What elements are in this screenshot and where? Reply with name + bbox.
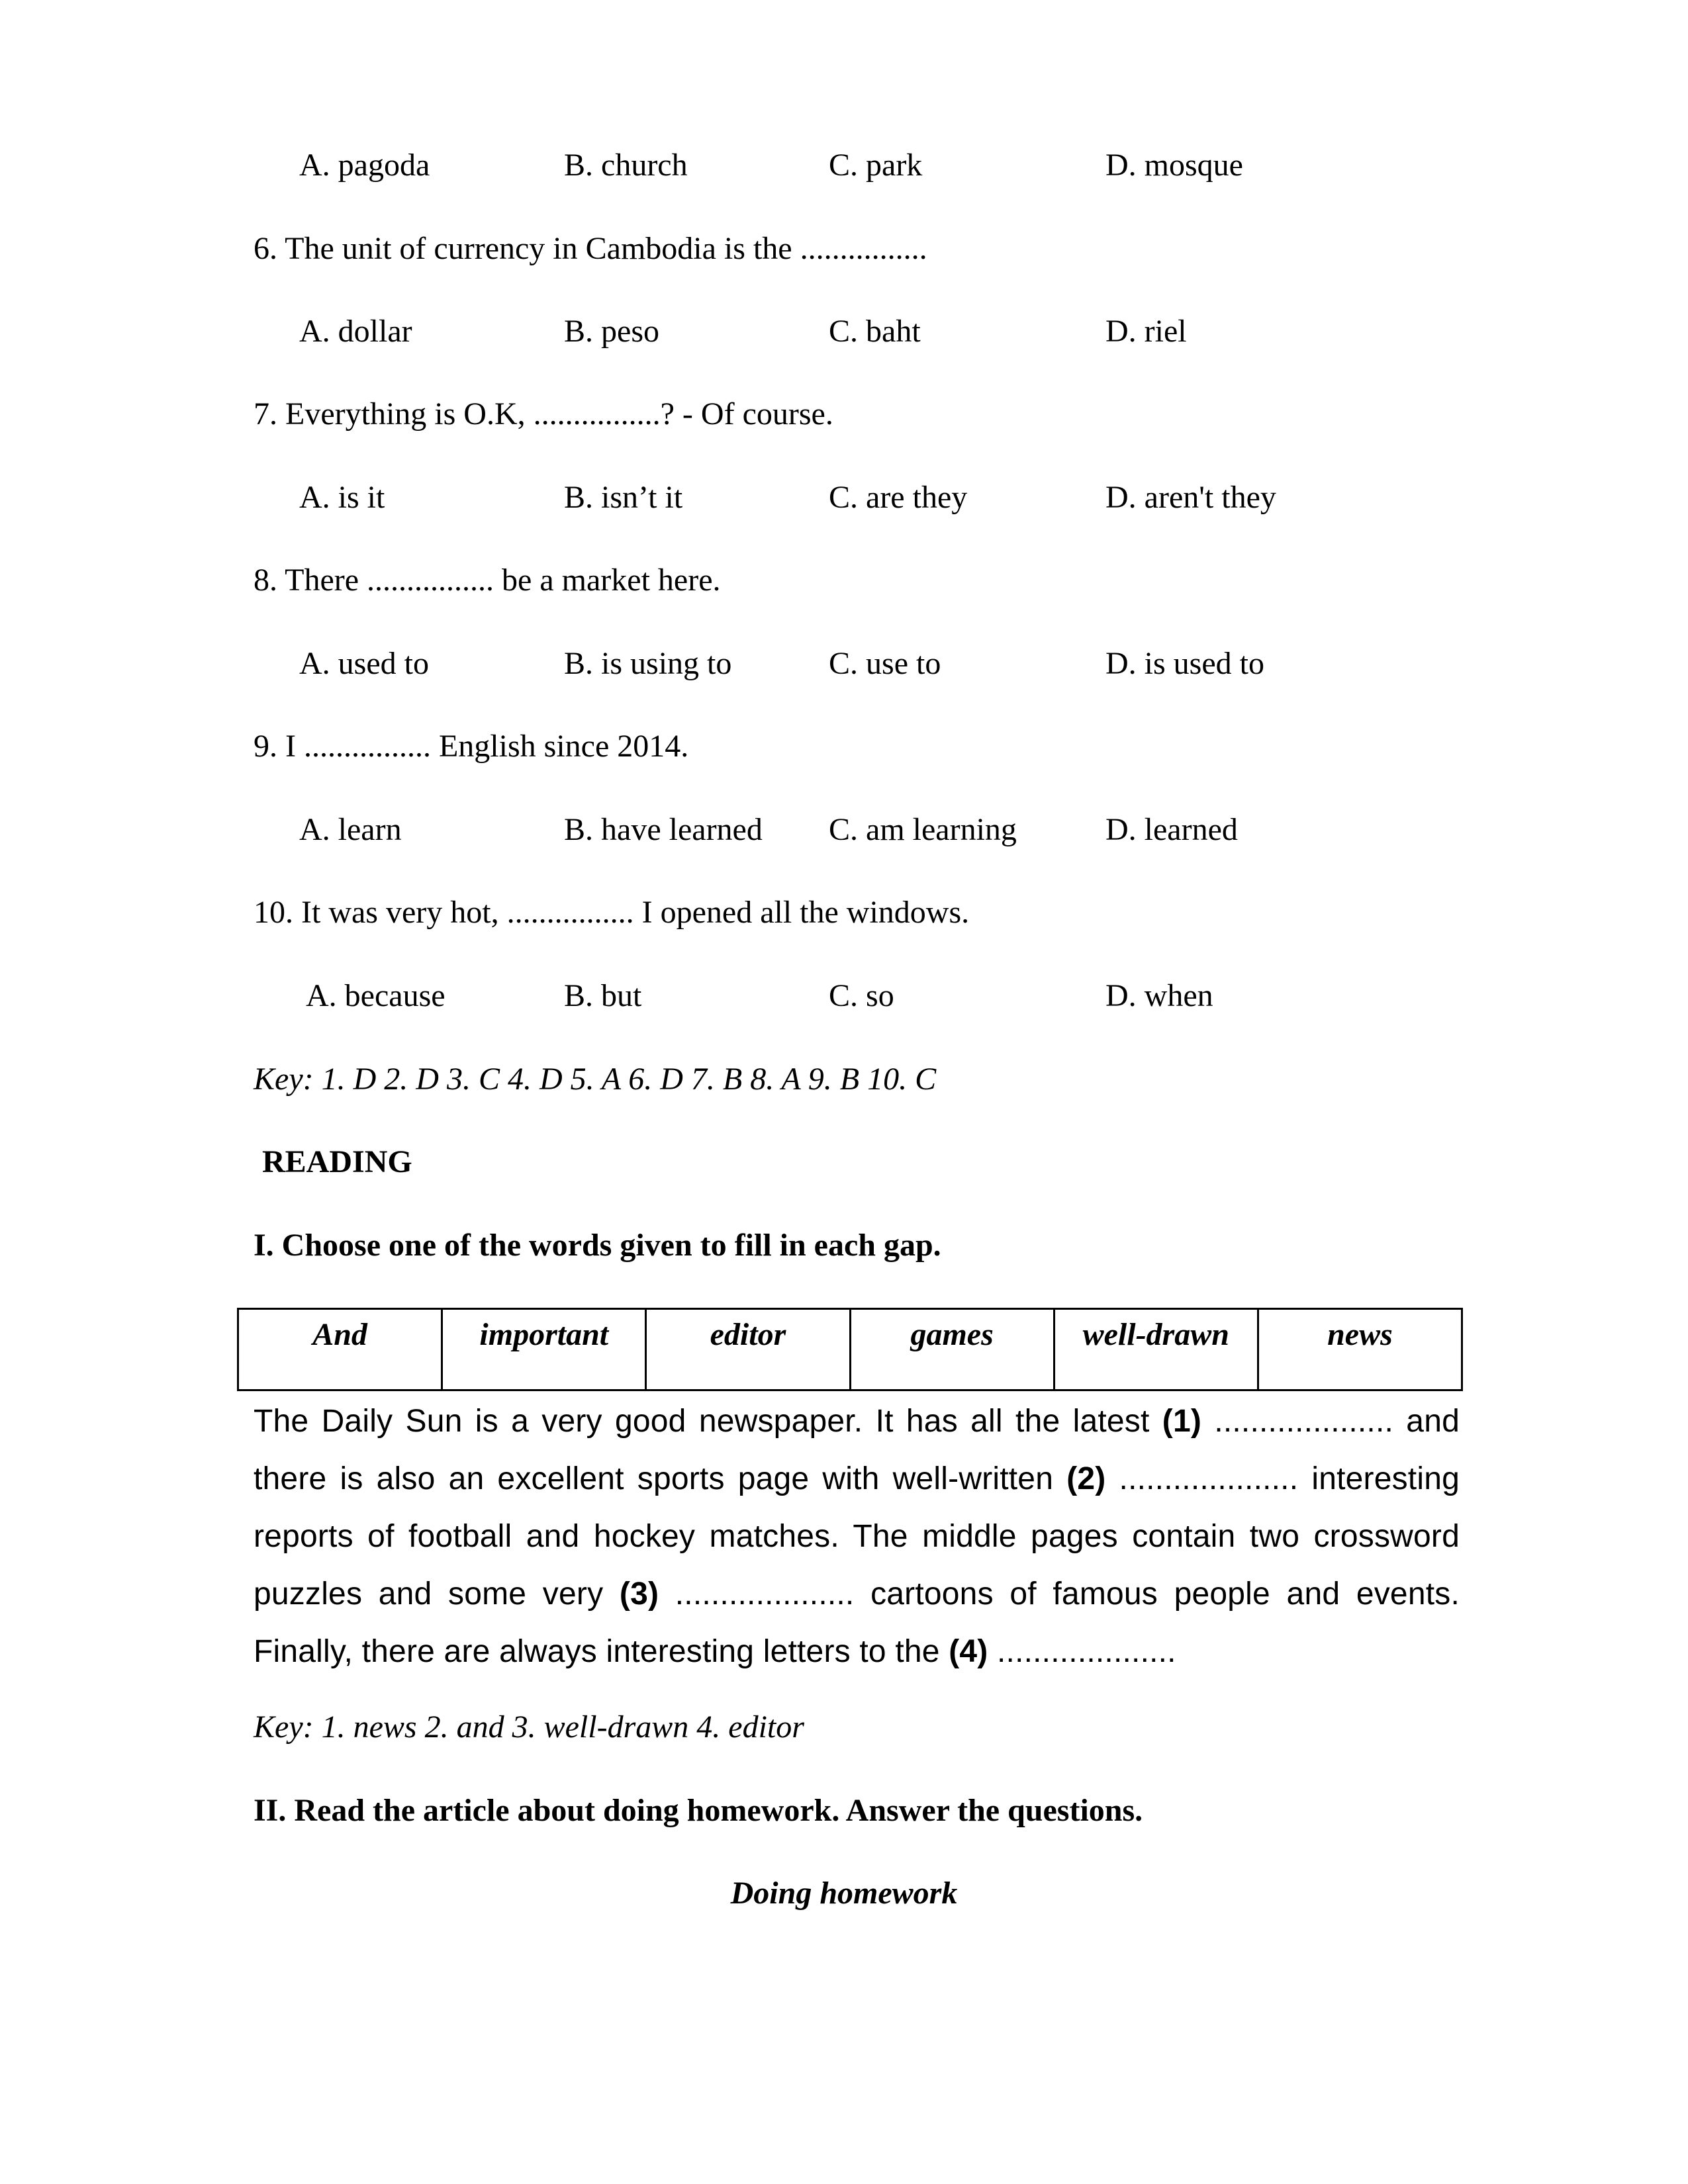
q9-option-c: C. am learning (829, 812, 1017, 847)
passage-text: .................... and there is also an excellent sports page with well-written (254, 1404, 1460, 1496)
q5-option-c: C. park (829, 148, 923, 183)
gap-number-2: (2) (1066, 1461, 1106, 1496)
word-bank-cell: editor (647, 1310, 851, 1389)
q10-option-d: D. when (1105, 978, 1213, 1013)
q8-option-d: D. is used to (1105, 646, 1264, 681)
gap-number-4: (4) (949, 1634, 988, 1669)
q6-option-b: B. peso (564, 314, 659, 349)
q5-option-b: B. church (564, 148, 688, 183)
grammar-answer-key: Key: 1. D 2. D 3. C 4. D 5. A 6. D 7. B 8. A 9. B 10. C (254, 1062, 937, 1097)
q7-question: 7. Everything is O.K, ................? - Of course. (254, 396, 833, 432)
passage-text: .................... (988, 1634, 1176, 1669)
reading-answer-key: Key: 1. news 2. and 3. well-drawn 4. editor (254, 1709, 804, 1745)
q5-option-a: A. pagoda (299, 148, 430, 183)
q6-option-c: C. baht (829, 314, 921, 349)
word-bank-cell: news (1327, 1317, 1393, 1352)
gap-number-3: (3) (619, 1576, 659, 1612)
q5-option-d: D. mosque (1105, 148, 1243, 183)
q8-option-b: B. is using to (564, 646, 732, 681)
word-bank-cell: important (443, 1310, 647, 1389)
section-2-title: II. Read the article about doing homework. Answer the questions. (254, 1793, 1143, 1828)
q10-option-b: B. but (564, 978, 642, 1013)
q8-option-a: A. used to (299, 646, 429, 681)
q6-question: 6. The unit of currency in Cambodia is the ................ (254, 231, 927, 266)
q7-option-d: D. aren't they (1105, 480, 1276, 515)
q8-option-c: C. use to (829, 646, 941, 681)
passage-text: .................... cartoons of famous people and events. Finally, there are always interesting letters to the (254, 1576, 1460, 1669)
passage-text: The Daily Sun is a very good newspaper. It has all the latest (254, 1404, 1162, 1439)
q6-option-d: D. riel (1105, 314, 1187, 349)
q9-option-a: A. learn (299, 812, 402, 847)
q7-option-a: A. is it (299, 480, 385, 515)
q9-question: 9. I ................ English since 2014. (254, 729, 689, 764)
word-bank-cell: well-drawn (1055, 1310, 1259, 1389)
q8-question: 8. There ................ be a market here. (254, 563, 721, 598)
section-1-title: I. Choose one of the words given to fill in each gap. (254, 1228, 941, 1263)
word-bank-cell: And (239, 1310, 443, 1389)
q6-option-a: A. dollar (299, 314, 412, 349)
q9-option-b: B. have learned (564, 812, 763, 847)
word-bank-cell: games (851, 1310, 1055, 1389)
gap-number-1: (1) (1162, 1404, 1202, 1439)
q7-option-b: B. isn’t it (564, 480, 683, 515)
article-title: Doing homework (730, 1876, 958, 1911)
gap-fill-passage (254, 1392, 1460, 1680)
reading-heading: READING (262, 1144, 412, 1179)
q10-option-a: A. because (306, 978, 445, 1013)
passage-text: .................... interesting reports of football and hockey matches. The middle pages contain two crossword puzzles and some very (254, 1461, 1460, 1612)
q10-question: 10. It was very hot, ................ I opened all the windows. (254, 895, 970, 930)
word-bank-table (237, 1308, 1463, 1391)
q9-option-d: D. learned (1105, 812, 1238, 847)
q7-option-c: C. are they (829, 480, 968, 515)
q10-option-c: C. so (829, 978, 894, 1013)
